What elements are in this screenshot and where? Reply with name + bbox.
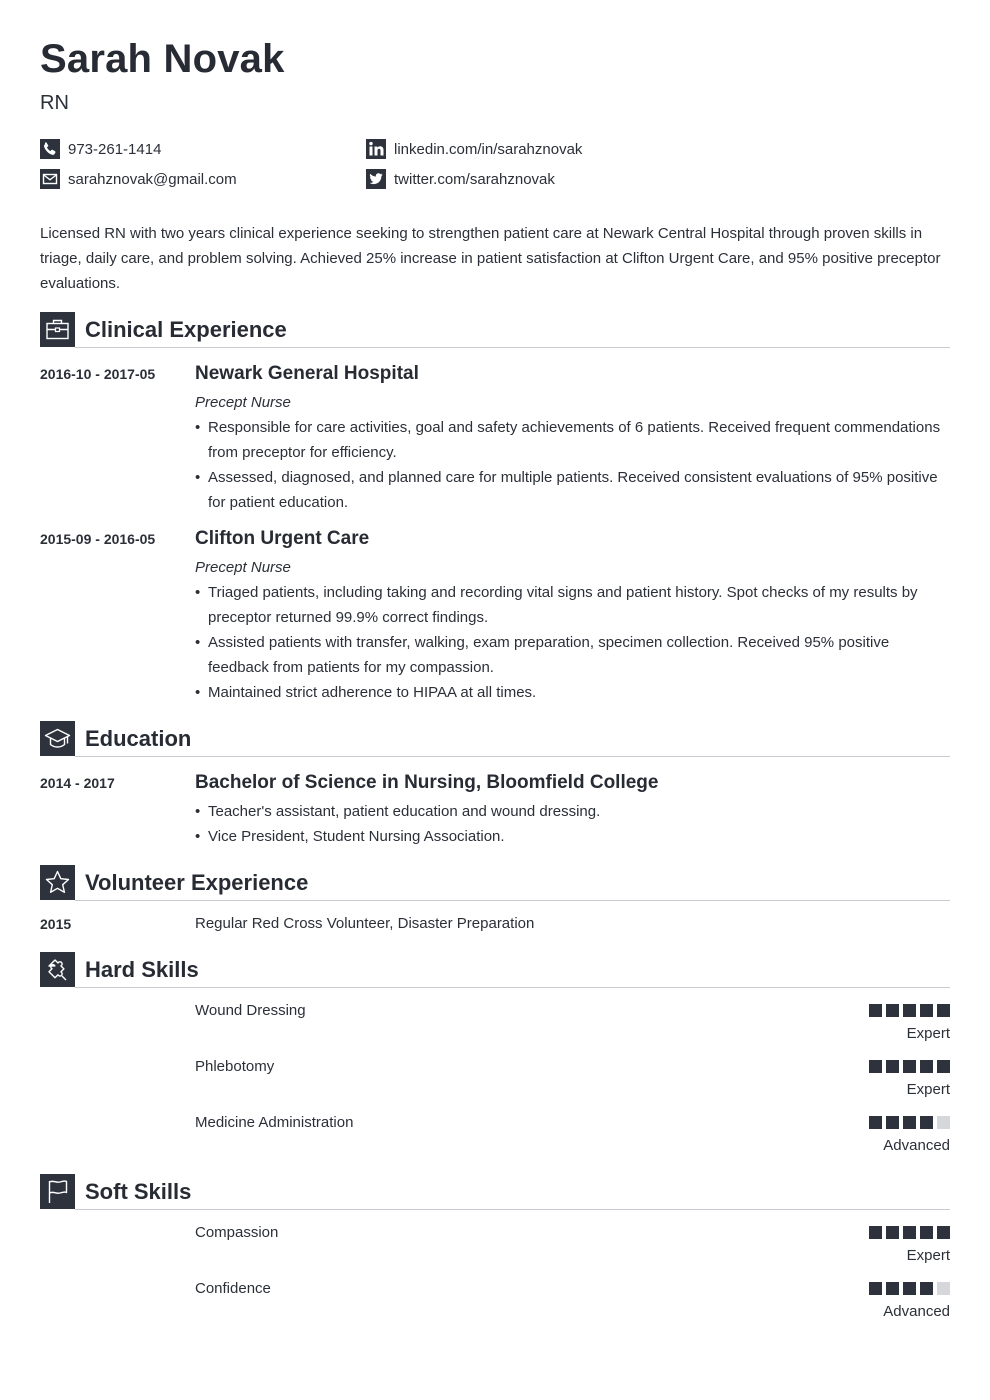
list-item: • Assisted patients with transfer, walking, exam preparation, specimen collection. Received 95% positive feedback from patients for my compassion. xyxy=(195,630,950,680)
experience-role: Precept Nurse xyxy=(195,559,291,576)
rating-dot-filled xyxy=(869,1060,882,1073)
section-soft-skills xyxy=(40,1174,950,1210)
star-icon xyxy=(40,865,75,900)
list-item: • Teacher's assistant, patient education and wound dressing. xyxy=(195,799,950,824)
skill-rating xyxy=(865,1004,950,1017)
list-item: • Assessed, diagnosed, and planned care for multiple patients. Received consistent evaluations of 95% positive for patient education. xyxy=(195,465,950,515)
rating-dot-filled xyxy=(869,1116,882,1129)
education-dates: 2014 - 2017 xyxy=(40,775,115,791)
rating-dot-filled xyxy=(903,1116,916,1129)
rating-dot-empty xyxy=(937,1116,950,1129)
flag-icon xyxy=(40,1174,75,1209)
graduation-cap-icon xyxy=(40,721,75,756)
list-item: • Vice President, Student Nursing Association. xyxy=(195,824,950,849)
section-title: Education xyxy=(85,726,192,751)
rating-dot-filled xyxy=(886,1116,899,1129)
skill-level: Expert xyxy=(906,1025,950,1042)
experience-dates: 2016-10 - 2017-05 xyxy=(40,366,156,382)
skill-level: Advanced xyxy=(883,1303,950,1320)
rating-dot-filled xyxy=(920,1004,933,1017)
section-divider xyxy=(75,756,950,757)
volunteer-text: Regular Red Cross Volunteer, Disaster Preparation xyxy=(195,915,535,932)
skill-name: Wound Dressing xyxy=(195,1002,306,1019)
section-volunteer-experience xyxy=(40,865,950,901)
skill-level: Expert xyxy=(906,1081,950,1098)
rating-dot-filled xyxy=(920,1226,933,1239)
skill-name: Compassion xyxy=(195,1224,279,1241)
rating-dot-filled xyxy=(903,1060,916,1073)
section-title: Clinical Experience xyxy=(85,317,287,342)
section-divider xyxy=(75,900,950,901)
skill-level: Advanced xyxy=(883,1137,950,1154)
skill-rating xyxy=(865,1060,950,1073)
rating-dot-filled xyxy=(903,1282,916,1295)
section-title: Soft Skills xyxy=(85,1179,192,1204)
rating-dot-filled xyxy=(920,1116,933,1129)
section-education xyxy=(40,721,950,757)
puzzle-icon xyxy=(40,952,75,987)
contact-email[interactable]: sarahznovak@gmail.com xyxy=(40,169,237,189)
experience-dates: 2015-09 - 2016-05 xyxy=(40,531,156,547)
skill-name: Phlebotomy xyxy=(195,1058,275,1075)
skill-name: Medicine Administration xyxy=(195,1114,354,1131)
twitter-icon xyxy=(366,169,386,189)
rating-dot-filled xyxy=(886,1282,899,1295)
rating-dot-filled xyxy=(903,1004,916,1017)
envelope-icon xyxy=(40,169,60,189)
section-divider xyxy=(75,347,950,348)
section-clinical-experience xyxy=(40,312,950,348)
candidate-title: RN xyxy=(40,92,69,114)
experience-role: Precept Nurse xyxy=(195,394,291,411)
skill-rating xyxy=(865,1282,950,1295)
contact-phone: 973-261-1414 xyxy=(40,139,161,159)
rating-dot-filled xyxy=(920,1282,933,1295)
experience-bullets xyxy=(195,415,950,515)
rating-dot-empty xyxy=(937,1282,950,1295)
list-item: • Responsible for care activities, goal and safety achievements of 6 patients. Received frequent commendations from preceptor for efficiency. xyxy=(195,415,950,465)
rating-dot-filled xyxy=(869,1282,882,1295)
contact-twitter[interactable]: twitter.com/sarahznovak xyxy=(366,169,555,189)
skill-rating xyxy=(865,1116,950,1129)
rating-dot-filled xyxy=(869,1004,882,1017)
section-title: Hard Skills xyxy=(85,957,199,982)
rating-dot-filled xyxy=(886,1060,899,1073)
skill-name: Confidence xyxy=(195,1280,271,1297)
contact-linkedin[interactable]: linkedin.com/in/sarahznovak xyxy=(366,139,582,159)
linkedin-icon xyxy=(366,139,386,159)
briefcase-icon xyxy=(40,312,75,347)
rating-dot-filled xyxy=(886,1004,899,1017)
experience-org: Clifton Urgent Care xyxy=(195,528,370,549)
experience-bullets xyxy=(195,580,950,705)
rating-dot-filled xyxy=(886,1226,899,1239)
rating-dot-filled xyxy=(937,1226,950,1239)
section-hard-skills xyxy=(40,952,950,988)
skill-rating xyxy=(865,1226,950,1239)
education-bullets xyxy=(195,799,950,849)
list-item: • Maintained strict adherence to HIPAA at all times. xyxy=(195,680,950,705)
rating-dot-filled xyxy=(937,1060,950,1073)
rating-dot-filled xyxy=(903,1226,916,1239)
rating-dot-filled xyxy=(937,1004,950,1017)
section-divider xyxy=(75,987,950,988)
phone-icon xyxy=(40,139,60,159)
skill-level: Expert xyxy=(906,1247,950,1264)
list-item: • Triaged patients, including taking and recording vital signs and patient history. Spot checks of my results by preceptor returned 99.9% correct findings. xyxy=(195,580,950,630)
section-divider xyxy=(75,1209,950,1210)
summary-text: Licensed RN with two years clinical experience seeking to strengthen patient care at Newark Central Hospital through proven skills in triage, daily care, and problem solving. Achieved 25% increase in patient satisfaction at Clifton Urgent Care, and 95% positive preceptor evaluations. xyxy=(40,225,941,292)
candidate-name: Sarah Novak xyxy=(40,37,285,81)
experience-org: Newark General Hospital xyxy=(195,363,419,384)
rating-dot-filled xyxy=(869,1226,882,1239)
rating-dot-filled xyxy=(920,1060,933,1073)
section-title: Volunteer Experience xyxy=(85,870,309,895)
education-degree: Bachelor of Science in Nursing, Bloomfield College xyxy=(195,772,659,793)
volunteer-year: 2015 xyxy=(40,916,72,932)
